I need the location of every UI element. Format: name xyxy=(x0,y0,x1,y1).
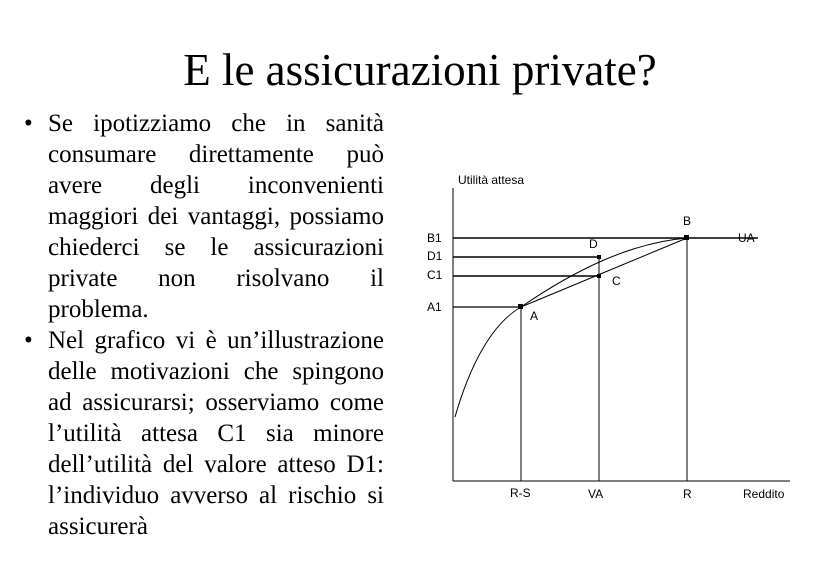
chord-ab xyxy=(521,238,687,307)
x-axis-label: Reddito xyxy=(743,487,785,501)
point-label: C xyxy=(612,274,621,288)
point-d-marker xyxy=(597,255,601,259)
slide-title: E le assicurazioni private? xyxy=(183,45,657,95)
y-tick-label: D1 xyxy=(427,249,443,263)
x-tick-label: VA xyxy=(588,487,604,501)
x-tick-label: R-S xyxy=(510,486,531,500)
bullet-text: Nel grafico vi è un’illustrazione delle motivazioni che spingono ad assicurarsi; osserviamo come l’utilità attesa C1 sia minore dell’utilità del valore atteso D1: l’individuo avverso al rischio si assicurerà xyxy=(48,327,384,540)
bullet-text: Se ipotizziamo che in sanità consumare direttamente può avere degli inconvenienti maggiori dei vantaggi, possiamo chiederci se le assicurazioni private non risolvano il problema. xyxy=(48,110,384,323)
point-label: B xyxy=(683,214,692,228)
bullet-dot-icon: • xyxy=(24,110,33,137)
point-c-marker xyxy=(597,274,601,278)
point-label: D xyxy=(589,237,598,251)
y-axis-label: Utilità attesa xyxy=(458,173,525,187)
point-a-marker xyxy=(518,304,523,309)
bullet-dot-icon: • xyxy=(24,327,33,354)
y-tick-label: A1 xyxy=(427,300,442,314)
utility-curve xyxy=(455,238,687,417)
y-tick-label: B1 xyxy=(427,231,442,245)
curve-label: UA xyxy=(738,231,755,245)
x-tick-label: R xyxy=(683,487,692,501)
y-tick-label: C1 xyxy=(427,268,443,282)
point-label: A xyxy=(530,309,539,323)
point-b-marker xyxy=(684,235,689,240)
